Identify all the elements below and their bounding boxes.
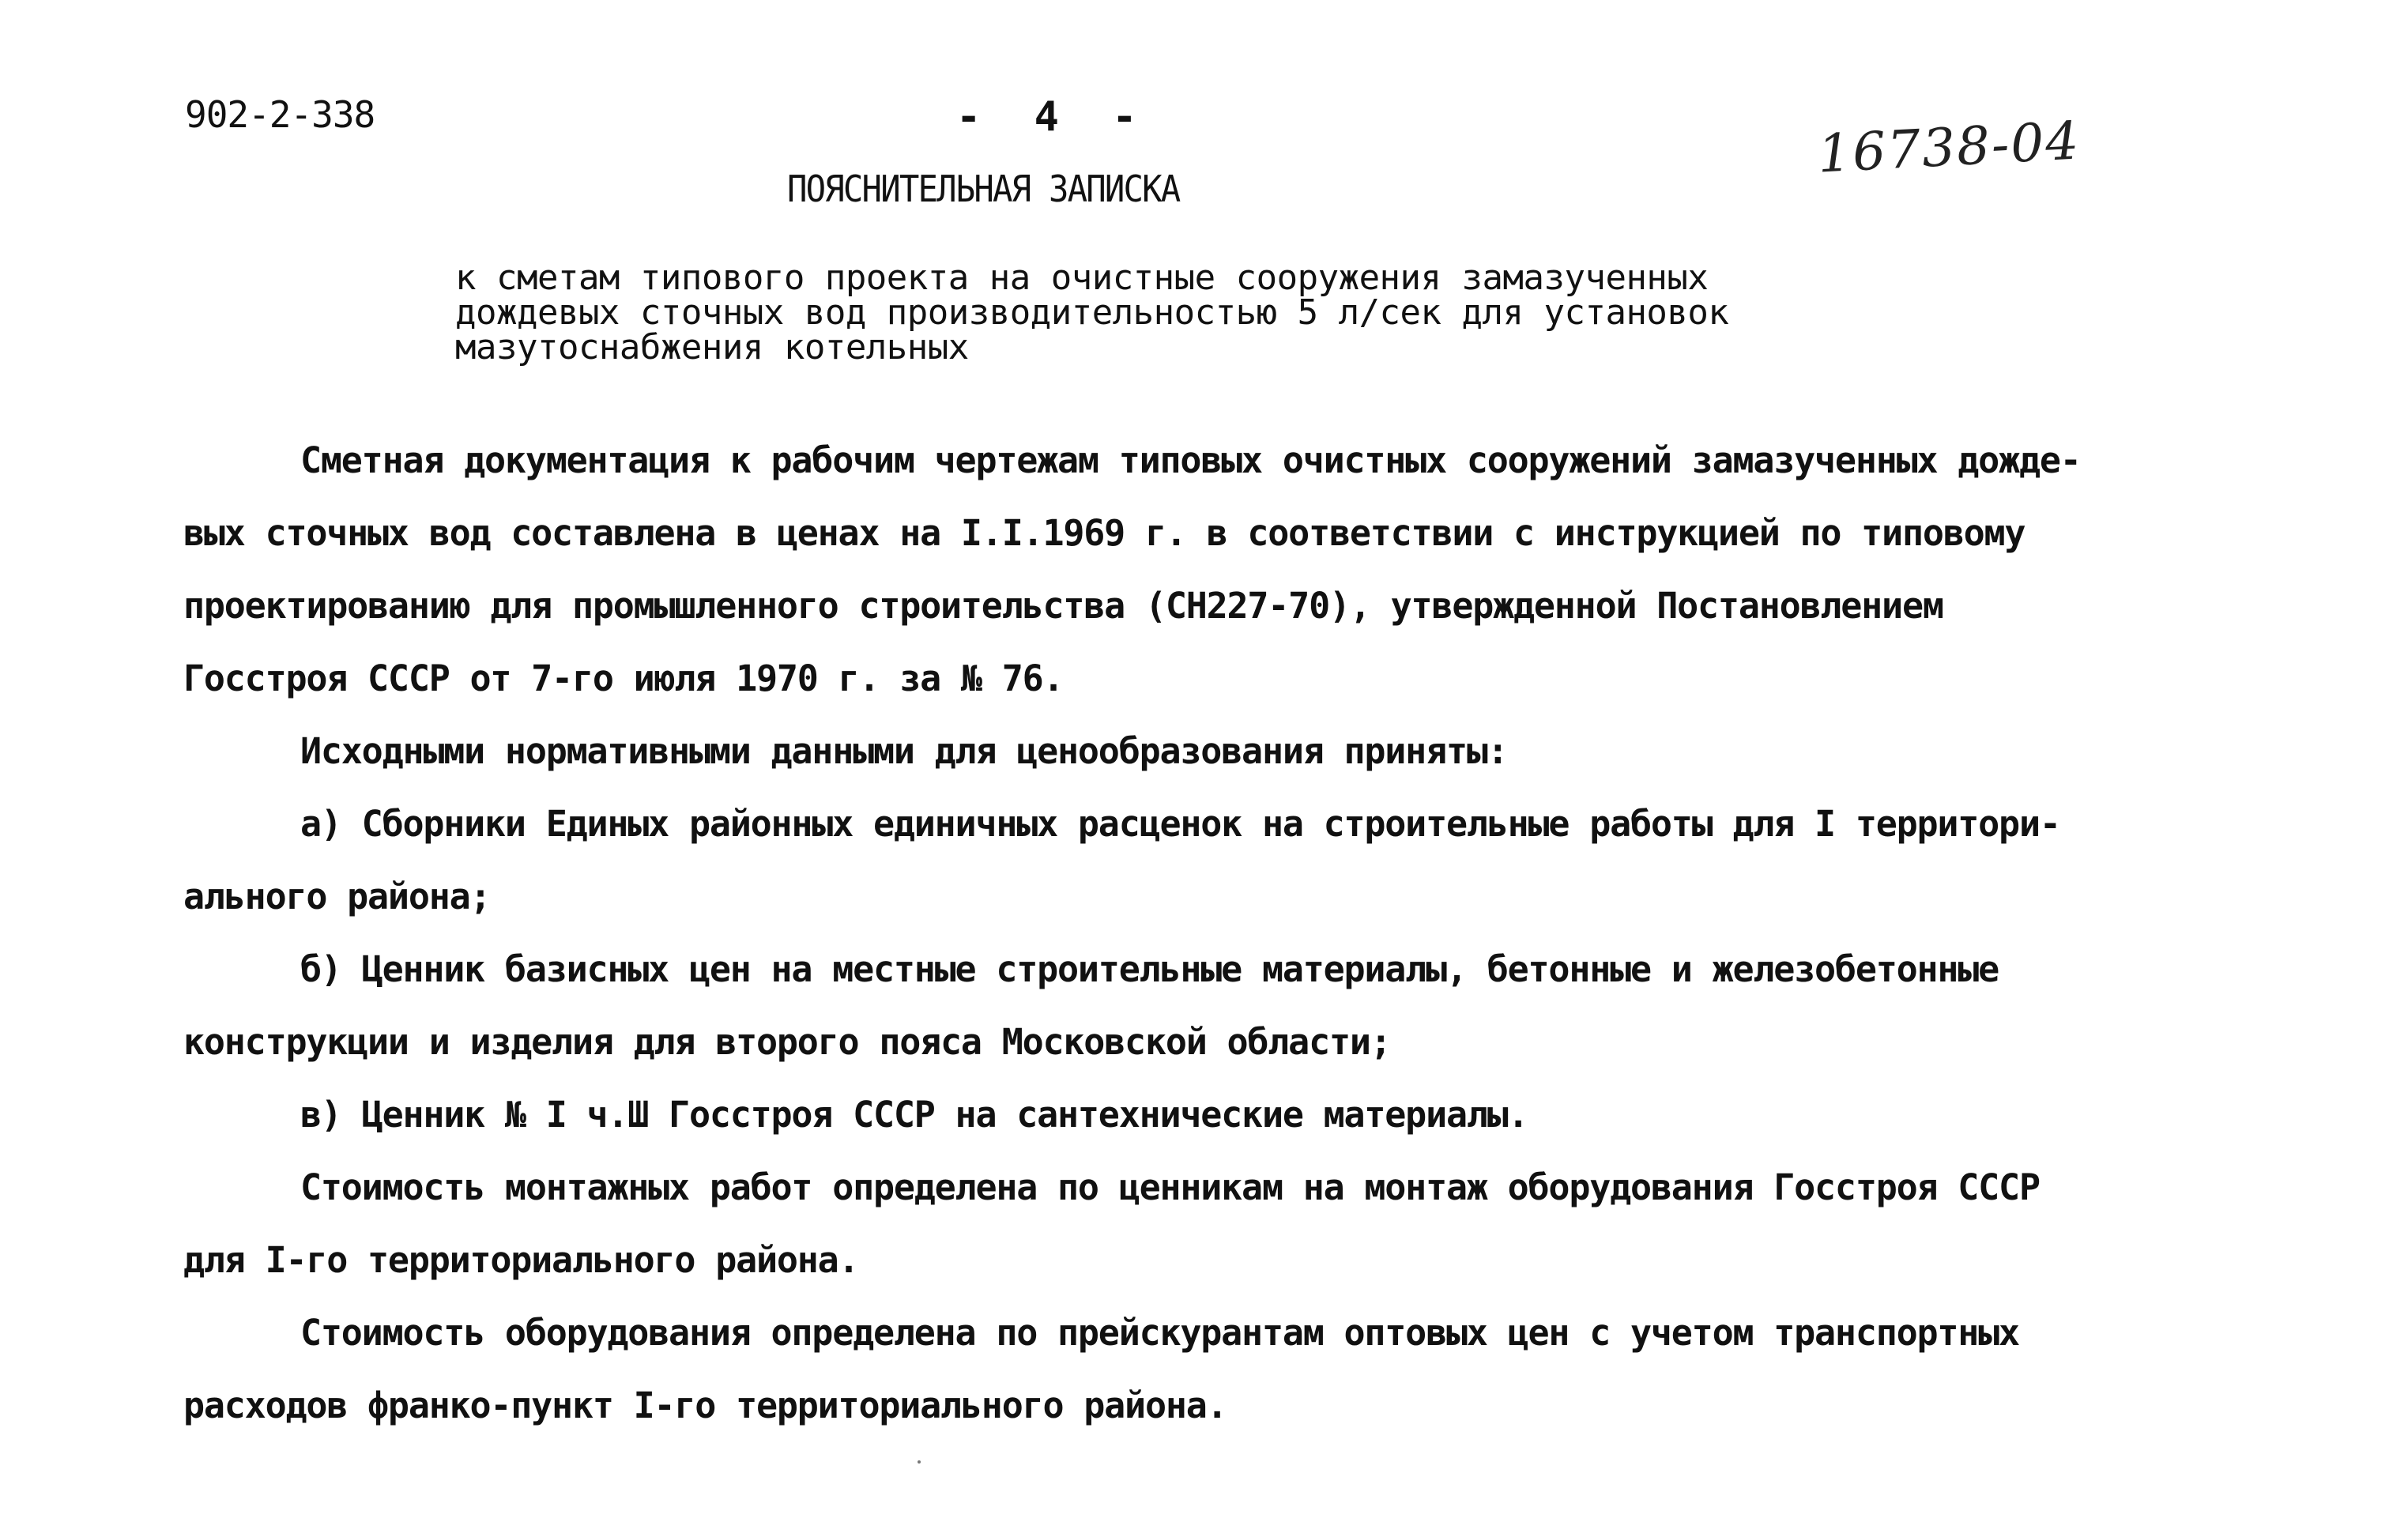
paragraph-line: Стоимость монтажных работ определена по ценникам на монтаж оборудования Госстроя СССР bbox=[300, 1166, 2040, 1208]
handwritten-number: 16738-04 bbox=[1816, 110, 2082, 185]
list-item-line: б) Ценник базисных цен на местные строительные материалы, бетонные и железобетонные bbox=[300, 948, 1999, 990]
subtitle bbox=[455, 258, 1729, 367]
doc-code: 902-2-338 bbox=[185, 93, 375, 136]
paragraph-line: вых сточных вод составлена в ценах на I.I.1969 г. в соответствии с инструкцией по типовому bbox=[183, 512, 2026, 554]
paragraph-line: Стоимость оборудования определена по прейскурантам оптовых цен с учетом транспортных bbox=[300, 1312, 2019, 1354]
paragraph-line: расходов франко-пункт I-го территориального района. bbox=[183, 1384, 1227, 1426]
paragraph-line: проектированию для промышленного строительства (СН227-70), утвержденной Постановлением bbox=[183, 585, 1943, 627]
paragraph-line: Сметная документация к рабочим чертежам типовых очистных сооружений замазученных дожде- bbox=[300, 439, 2081, 481]
paragraph-line: Госстроя СССР от 7-го июля 1970 г. за № 76. bbox=[183, 657, 1064, 699]
subtitle-line: мазутоснабжения котельных bbox=[455, 327, 969, 367]
paragraph-line: Исходными нормативными данными для ценообразования приняты: bbox=[300, 730, 1508, 772]
list-item-line: ального района; bbox=[183, 876, 491, 917]
list-item-line: в) Ценник № I ч.Ш Госстроя СССР на сантехнические материалы. bbox=[300, 1094, 1528, 1136]
list-item-line: конструкции и изделия для второго пояса Московской области; bbox=[183, 1021, 1391, 1063]
page-number: - 4 - bbox=[956, 93, 1151, 141]
paragraph-line: для I-го территориального района. bbox=[183, 1239, 859, 1281]
list-item-line: а) Сборники Единых районных единичных расценок на строительные работы для I территори- bbox=[300, 803, 2060, 845]
page-title: ПОЯСНИТЕЛЬНАЯ ЗАПИСКА bbox=[787, 168, 1180, 210]
scan-speck bbox=[918, 1460, 921, 1464]
subtitle-line: к сметам типового проекта на очистные сооружения замазученных bbox=[455, 258, 1709, 298]
subtitle-line: дождевых сточных вод производительностью 5 л/сек для установок bbox=[455, 292, 1729, 333]
